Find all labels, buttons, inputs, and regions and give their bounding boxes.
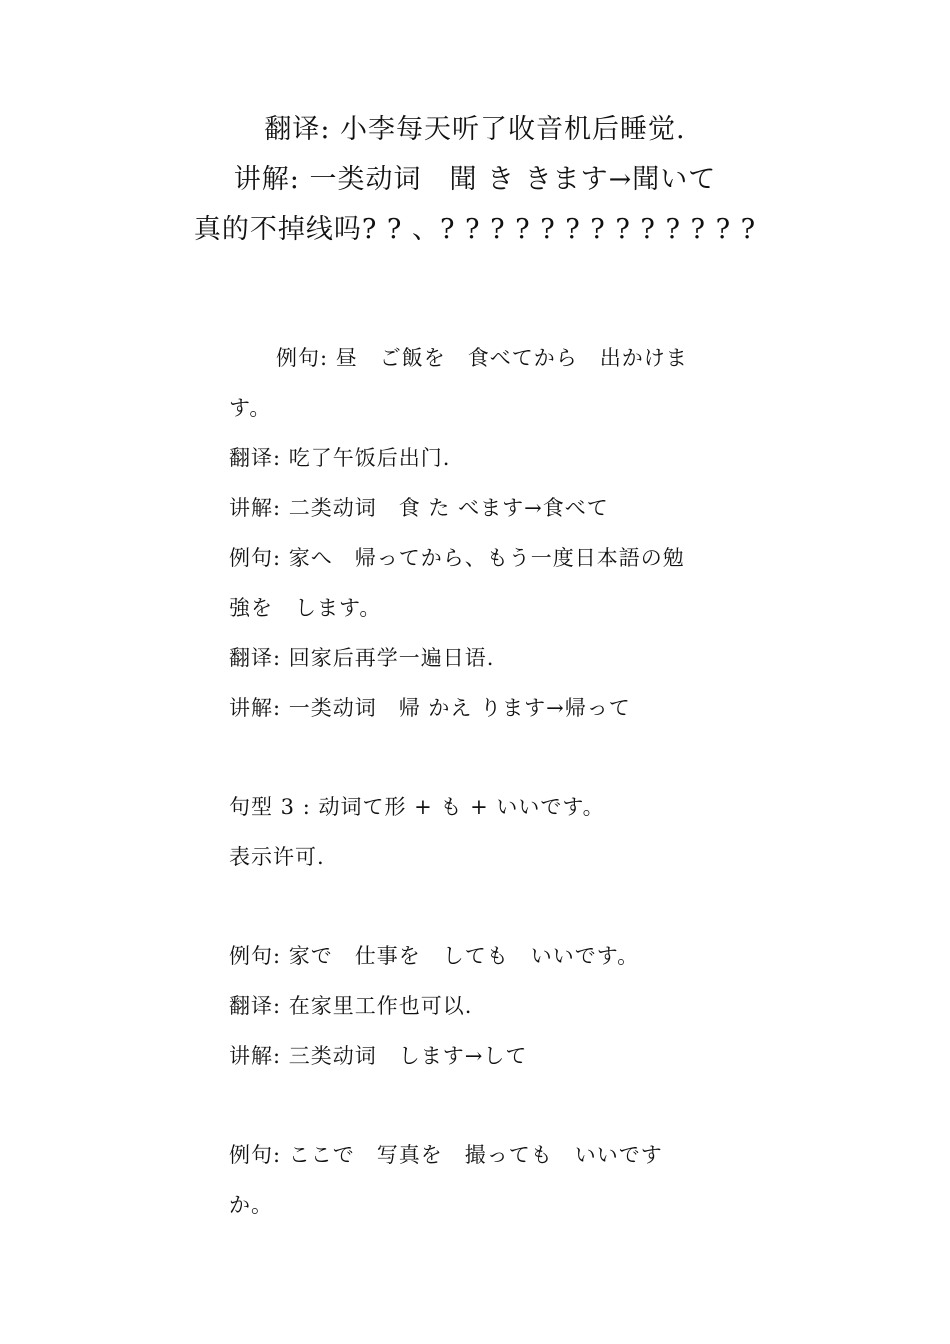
header-translation: 翻译: 小李每天听了收音机后睡觉.: [264, 114, 686, 145]
example4-sentence-line1: 例句: ここで 写真を 撮っても いいです: [229, 1143, 663, 1167]
pattern3-title: 句型 3 : 动词て形 + も + いいです。: [229, 795, 605, 819]
example1-translation: 翻译: 吃了午饭后出门.: [229, 446, 451, 470]
example2-translation: 翻译: 回家后再学一遍日语.: [229, 646, 495, 670]
example3-sentence: 例句: 家で 仕事を しても いいです。: [229, 944, 640, 968]
pattern3-meaning: 表示许可.: [229, 845, 325, 869]
header-garbled-line: 真的不掉线吗? ? 、? ? ? ? ? ? ? ? ? ? ? ? ?: [193, 214, 757, 245]
example2-sentence-line2: 強を します。: [229, 596, 382, 620]
example4-sentence-line2: か。: [229, 1193, 273, 1217]
example2-explanation: 讲解: 一类动词 帰 かえ ります→帰って: [229, 696, 631, 720]
example1-sentence-line2: す。: [229, 396, 272, 420]
example3-explanation: 讲解: 三类动词 します→して: [229, 1044, 528, 1068]
example3-translation: 翻译: 在家里工作也可以.: [229, 994, 473, 1018]
example1-sentence-line1: 例句: 昼 ご飯を 食べてから 出かけま: [276, 346, 688, 370]
example2-sentence-line1: 例句: 家へ 帰ってから、もう一度日本語の勉: [229, 546, 685, 570]
example1-explanation: 讲解: 二类动词 食 た べます→食べて: [229, 496, 609, 520]
header-explanation: 讲解: 一类动词 聞 き きます→聞いて: [233, 164, 717, 195]
